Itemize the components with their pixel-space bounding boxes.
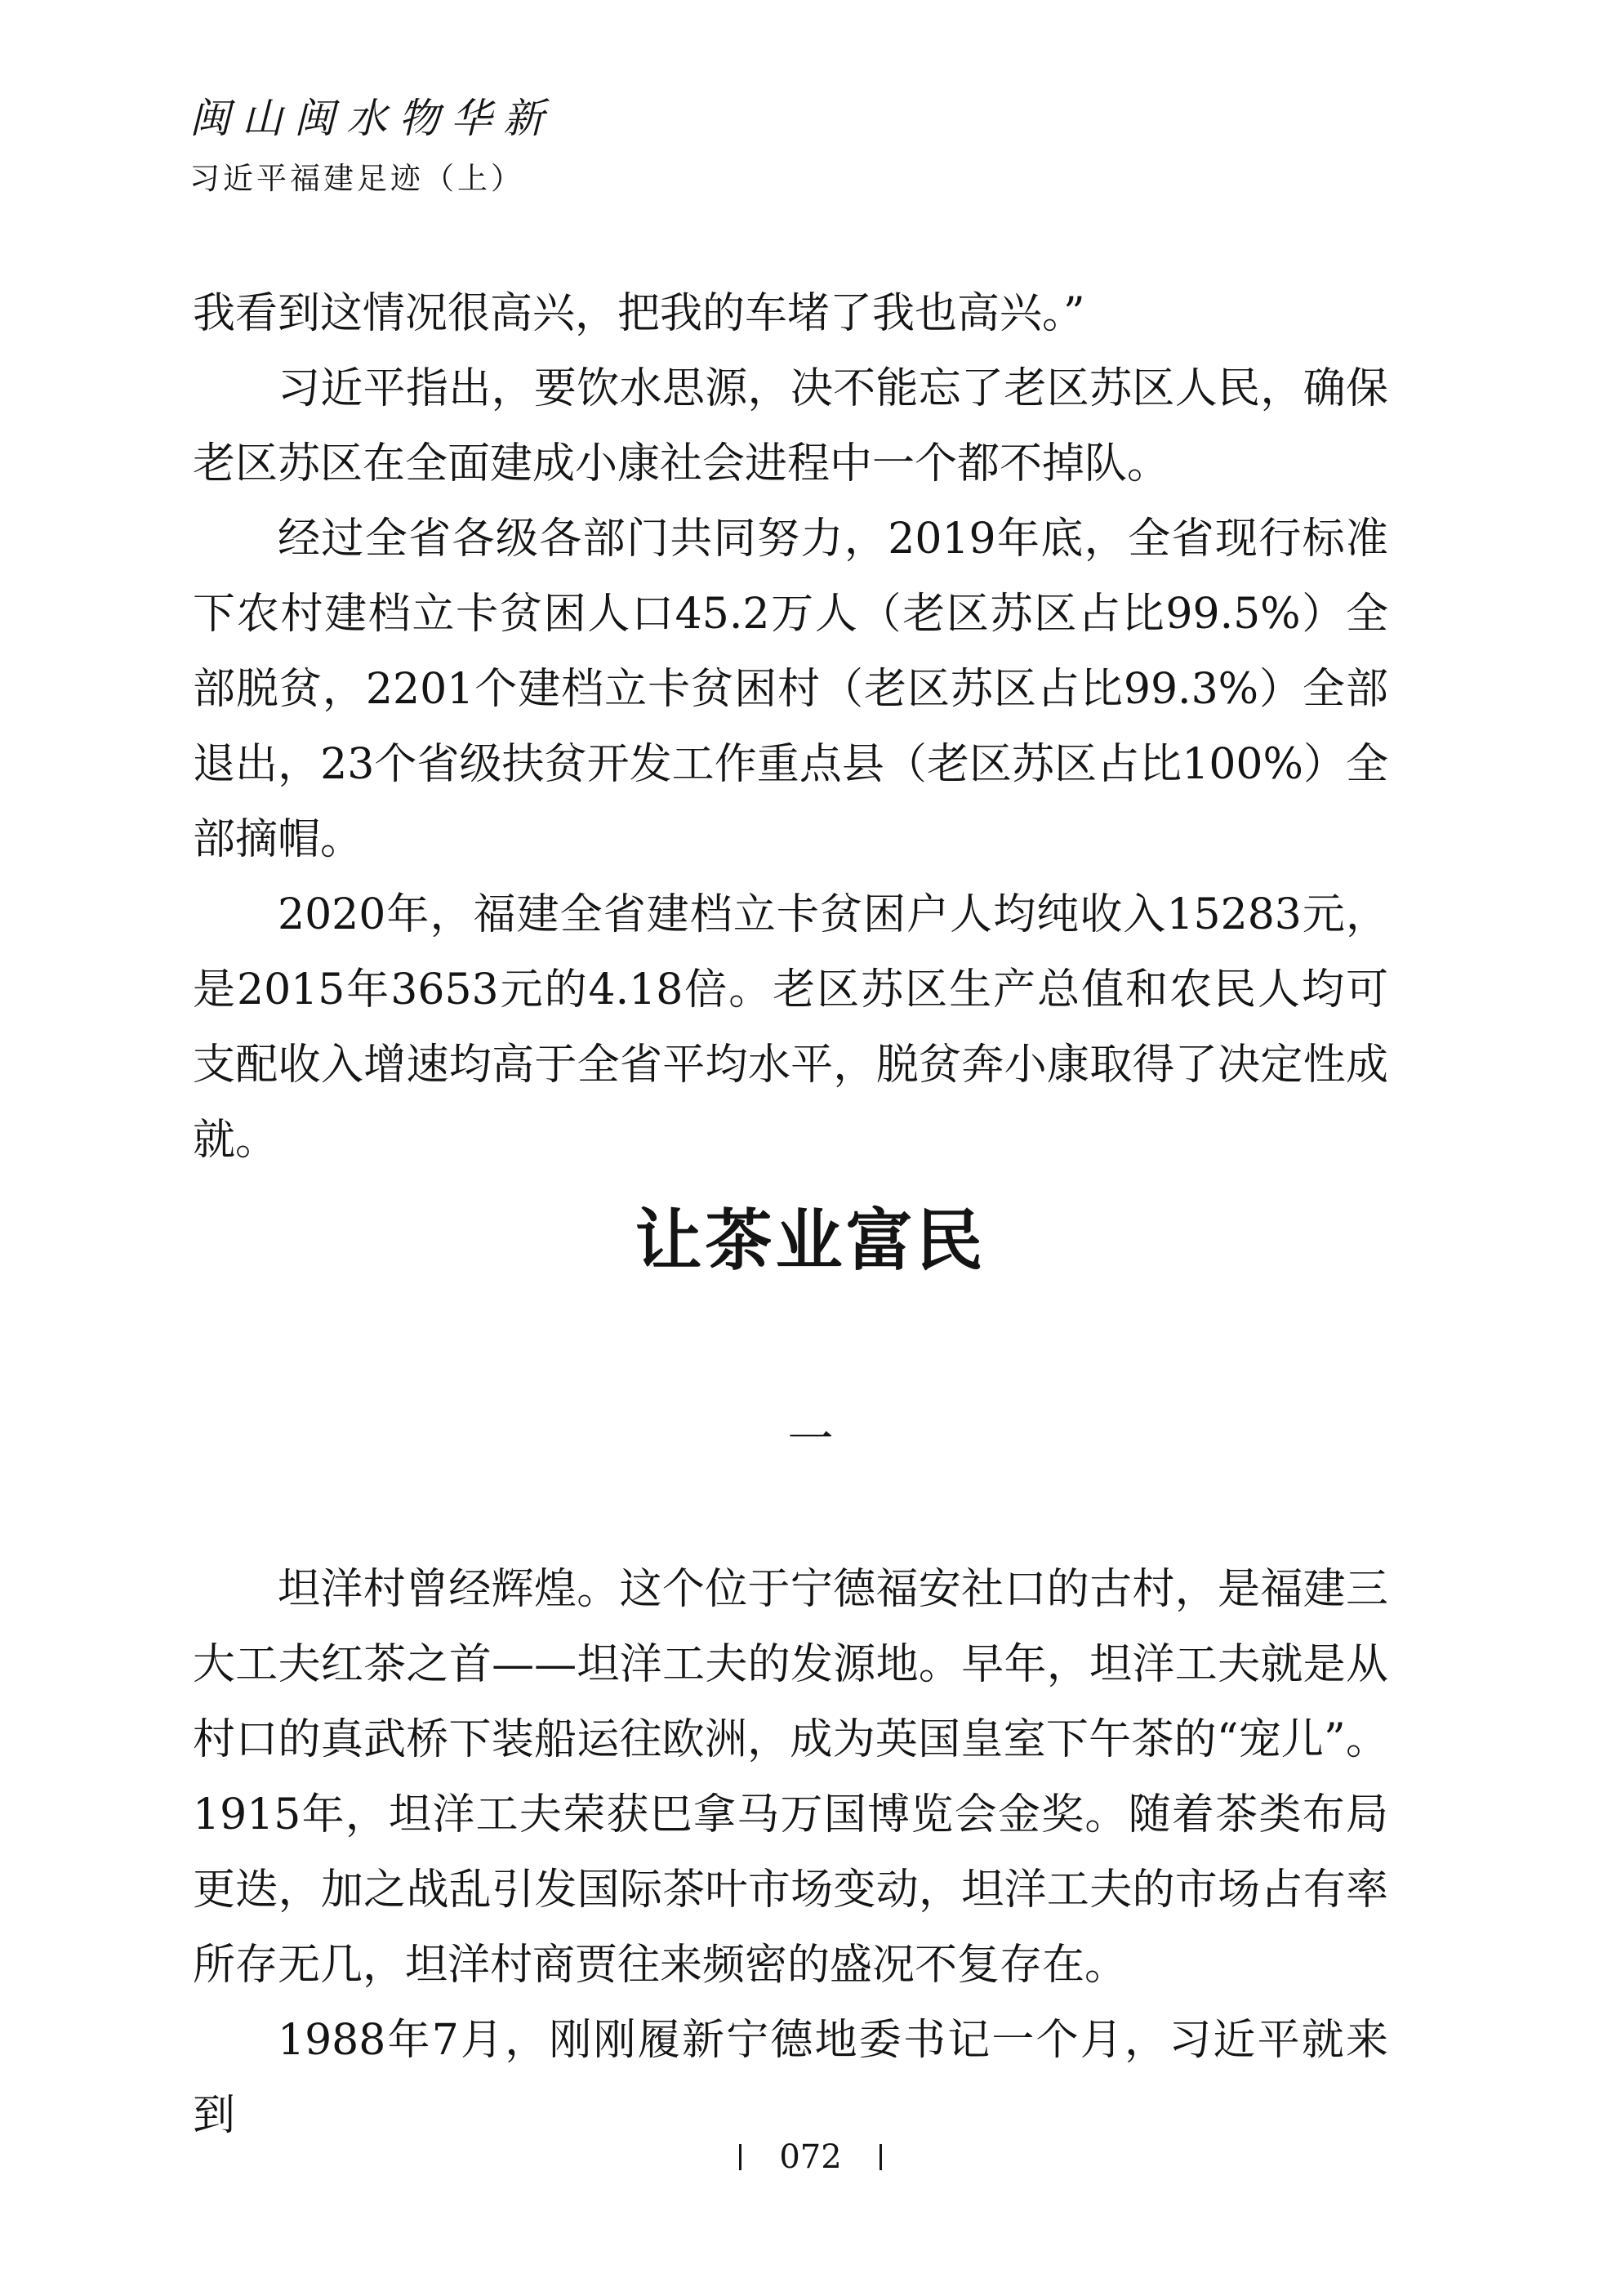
book-title: 闽山闽水物华新: [189, 95, 555, 142]
book-subtitle: 习近平福建足迹（上）: [189, 161, 524, 196]
paragraph: 我看到这情况很高兴，把我的车堵了我也高兴。”: [193, 289, 1085, 338]
paragraph: 经过全省各级各部门共同努力，2019年底，全省现行标准下农村建档立卡贫困人口45.2万人（老区苏区占比99.5%）全部脱贫，2201个建档立卡贫困村（老区苏区占比99.3%）全部退出，23个省级扶贫开发工作重点县（老区苏区占比100%）全部摘帽。: [193, 515, 1388, 864]
chapter-title: 让茶业富民: [635, 1201, 986, 1280]
footer-divider-left: [739, 2144, 741, 2170]
paragraph: 2020年，福建全省建档立卡贫困户人均纯收入15283元，是2015年3653元的4.18倍。老区苏区生产总值和农民人均可支配收入增速均高于全省平均水平，脱贫奔小康取得了决定性成就。: [193, 890, 1388, 1165]
text-block-bottom: [193, 1552, 1388, 2153]
paragraph: 坦洋村曾经辉煌。这个位于宁德福安社口的古村，是福建三大工夫红茶之首——坦洋工夫的发源地。早年，坦洋工夫就是从村口的真武桥下装船运往欧洲，成为英国皇室下午茶的“宠儿”。1915年，坦洋工夫荣获巴拿马万国博览会金奖。随着茶类布局更迭，加之战乱引发国际茶叶市场变动，坦洋工夫的市场占有率所存无几，坦洋村商贾往来频密的盛况不复存在。: [193, 1565, 1388, 1990]
page-number: 072: [779, 2138, 842, 2176]
paragraph: 1988年7月，刚刚履新宁德地委书记一个月，习近平就来到: [193, 2016, 1388, 2140]
footer-divider-right: [880, 2144, 882, 2170]
running-header: [189, 95, 555, 196]
text-block-top: [193, 276, 1388, 1178]
paragraph: 习近平指出，要饮水思源，决不能忘了老区苏区人民，确保老区苏区在全面建成小康社会进程中一个都不掉队。: [193, 364, 1388, 488]
page-footer: [0, 2138, 1621, 2176]
section-number: 一: [787, 1413, 834, 1466]
